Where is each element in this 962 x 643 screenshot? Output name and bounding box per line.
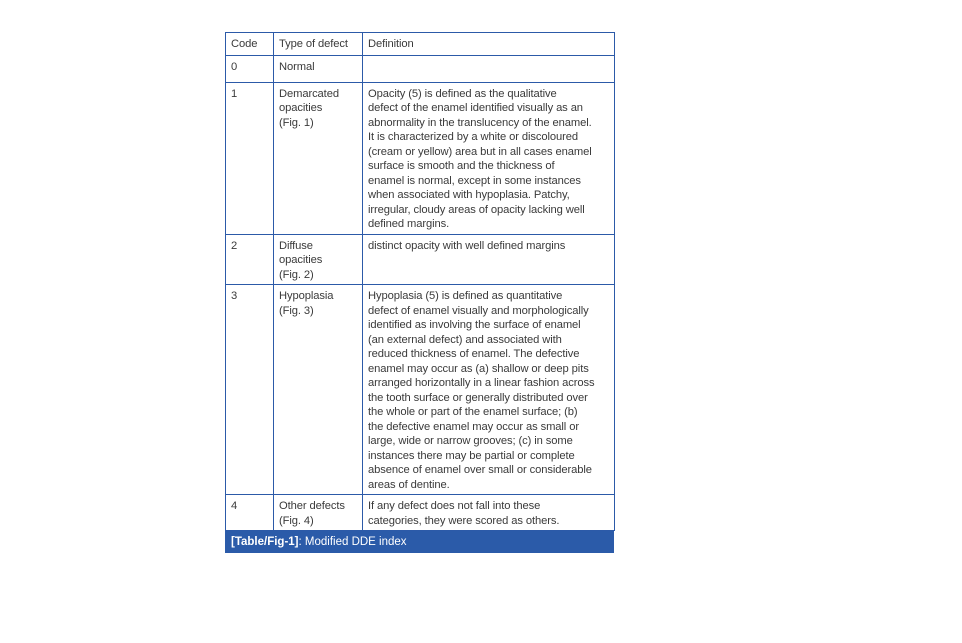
type-cell: Normal [274, 55, 363, 82]
table-row [226, 285, 615, 495]
header-type-of-defect: Type of defect [274, 33, 363, 56]
definition-cell: Hypoplasia (5) is defined as quantitative defect of enamel visually and morphologically identified as involving the surface of enamel (an external defect) and associated with reduced thickness of enamel. The defective enamel may occur as (a) shallow or deep pits arranged horizontally in a linear fashion across the tooth surface or generally distributed over the whole or part of the enamel surface; (b) the defective enamel may occur as small or large, wide or narrow grooves; (c) in some instances there may be partial or complete absence of enamel over small or considerable areas of dentine. [363, 285, 615, 495]
code-cell: 0 [226, 55, 274, 82]
table-row [226, 82, 615, 234]
code-cell: 3 [226, 285, 274, 495]
table-caption [225, 531, 614, 553]
code-cell: 1 [226, 82, 274, 234]
type-cell: Other defects (Fig. 4) [274, 495, 363, 531]
type-cell: Diffuse opacities (Fig. 2) [274, 234, 363, 285]
table-row [226, 495, 615, 531]
caption-ref: [Table/Fig-1] [231, 536, 299, 548]
definition-cell: distinct opacity with well defined margins [363, 234, 615, 285]
type-cell: Demarcated opacities (Fig. 1) [274, 82, 363, 234]
table-header-row [226, 33, 615, 56]
dde-table-figure [225, 32, 614, 553]
table-row [226, 55, 615, 82]
code-cell: 4 [226, 495, 274, 531]
table-row [226, 234, 615, 285]
header-definition: Definition [363, 33, 615, 56]
dde-index-table [225, 32, 615, 531]
definition-cell: Opacity (5) is defined as the qualitative defect of the enamel identified visually as an abnormality in the translucency of the enamel. It is characterized by a white or discoloured (cream or yellow) area but in all cases enamel surface is smooth and the thickness of enamel is normal, except in some instances when associated with hypoplasia. Patchy, irregular, cloudy areas of opacity lacking well defined margins. [363, 82, 615, 234]
header-code: Code [226, 33, 274, 56]
definition-cell [363, 55, 615, 82]
caption-text: : Modified DDE index [298, 536, 407, 548]
type-cell: Hypoplasia (Fig. 3) [274, 285, 363, 495]
definition-cell: If any defect does not fall into these categories, they were scored as others. [363, 495, 615, 531]
code-cell: 2 [226, 234, 274, 285]
